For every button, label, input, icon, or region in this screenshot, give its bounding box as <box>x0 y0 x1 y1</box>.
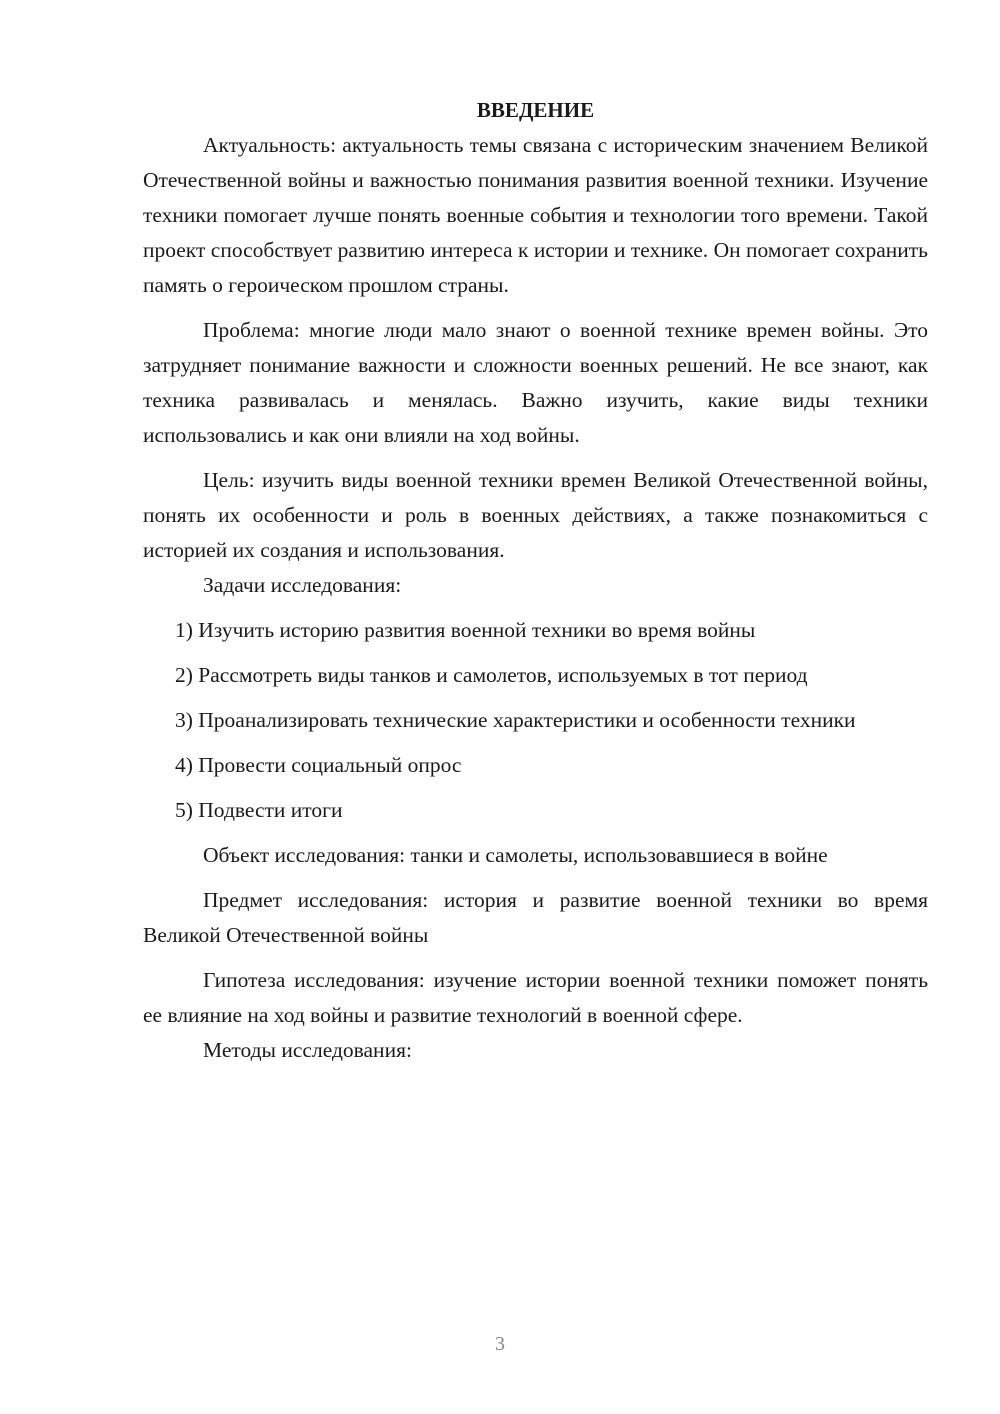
document-page <box>143 93 928 1068</box>
methods-heading: Методы исследования: <box>203 1038 412 1062</box>
task-item: 5) Подвести итоги <box>175 798 343 822</box>
paragraph-hypothesis: Гипотеза исследования: изучение истории военной техники поможет понять ее влияние на ход войны и развитие технологий в военной сфере. <box>143 968 928 1027</box>
paragraph-goal: Цель: изучить виды военной техники времен Великой Отечественной войны, понять их особенности и роль в военных действиях, а также познакомиться с историей их создания и использования. <box>143 468 928 562</box>
task-item: 2) Рассмотреть виды танков и самолетов, используемых в тот период <box>175 663 808 687</box>
page-title: ВВЕДЕНИЕ <box>476 98 595 122</box>
paragraph-problem: Проблема: многие люди мало знают о военной технике времен войны. Это затрудняет понимание важности и сложности военных решений. Не все знают, как техника развивалась и менялась. Важно изучить, какие виды техники использовались и как они влияли на ход войны. <box>143 318 928 447</box>
task-item: 3) Проанализировать технические характеристики и особенности техники <box>175 708 856 732</box>
task-item: 1) Изучить историю развития военной техники во время войны <box>175 618 756 642</box>
tasks-heading: Задачи исследования: <box>203 573 402 597</box>
page-number: 3 <box>495 1333 505 1355</box>
paragraph-subject: Предмет исследования: история и развитие военной техники во время Великой Отечественной войны <box>143 888 928 947</box>
paragraph-object: Объект исследования: танки и самолеты, использовавшиеся в войне <box>203 843 828 867</box>
paragraph-relevance: Актуальность: актуальность темы связана с историческим значением Великой Отечественной войны и важностью понимания развития военной техники. Изучение техники помогает лучше понять военные события и технологии того времени. Такой проект способствует развитию интереса к истории и технике. Он помогает сохранить память о героическом прошлом страны. <box>143 133 928 297</box>
task-item: 4) Провести социальный опрос <box>175 753 462 777</box>
